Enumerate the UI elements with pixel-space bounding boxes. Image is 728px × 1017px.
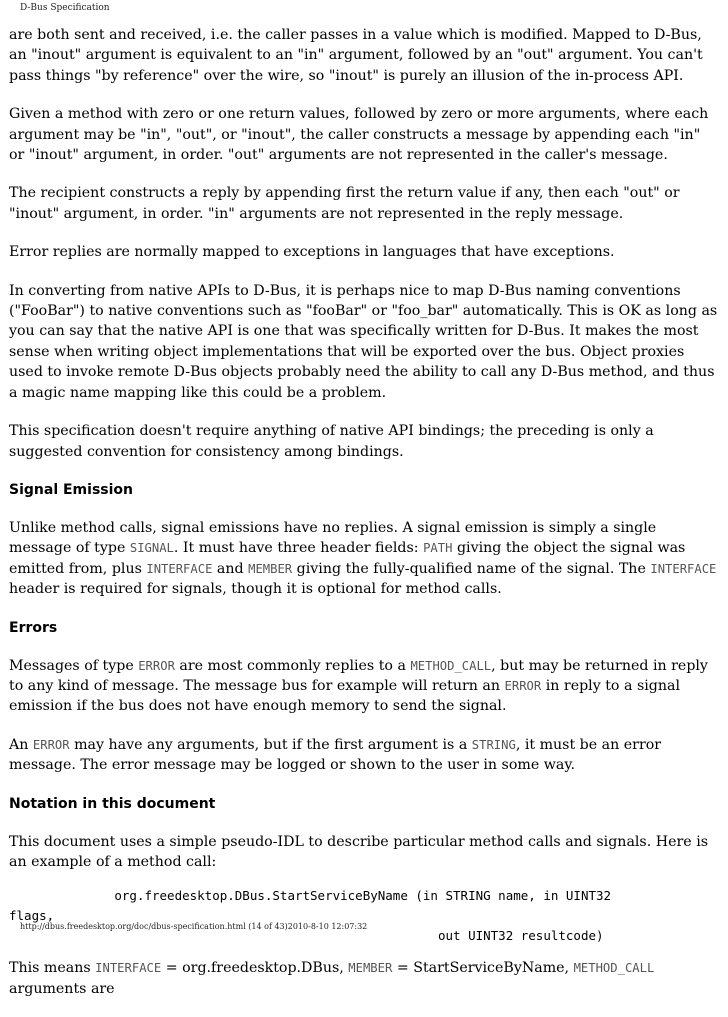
code-interface: INTERFACE — [95, 961, 162, 976]
code-error: ERROR — [138, 658, 175, 673]
code-interface: INTERFACE — [146, 561, 213, 576]
paragraph-notation-meaning: This means INTERFACE = org.freedesktop.DBus, MEMBER = StartServiceByName, METHOD_CALL arguments are — [9, 960, 655, 997]
code-signal: SIGNAL — [129, 541, 174, 556]
code-member: MEMBER — [248, 561, 293, 576]
paragraph-signal-emission: Unlike method calls, signal emissions have no replies. A signal emission is simply a single message of type SIGNAL. It must have three header fields: PATH giving the object the signal was emitted from, plus INTERFACE and MEMBER giving the fully-qualified name of the signal. The INTERFACE header is required for signals, though it is optional for method calls. — [9, 519, 717, 598]
paragraph-inout: are both sent and received, i.e. the caller passes in a value which is modified. Mapped to D-Bus, an "inout" argument is equivalent to an "in" argument, followed by an "out" argument. You can't pass things "by reference" over the wire, so "inout" is purely an illusion of the in-process API. — [9, 27, 703, 84]
code-example-method-call: org.freedesktop.DBus.StartServiceByName (in STRING name, in UINT32 flags, out UINT32 resultcode) — [9, 888, 612, 944]
heading-signal-emission: Signal Emission — [9, 481, 133, 498]
code-method-call: METHOD_CALL — [573, 961, 655, 976]
paragraph-error-arguments: An ERROR may have any arguments, but if the first argument is a STRING, it must be an error message. The error message may be logged or shown to the user in some way. — [9, 736, 662, 774]
paragraph-error-replies: Error replies are normally mapped to exceptions in languages that have exceptions. — [9, 244, 615, 261]
heading-errors: Errors — [9, 619, 58, 636]
code-path: PATH — [423, 541, 453, 556]
code-method-call: METHOD_CALL — [410, 658, 492, 673]
paragraph-reply-message: The recipient constructs a reply by appending first the return value if any, then each "out" or "inout" argument, in order. "in" arguments are not represented in the reply message. — [9, 185, 680, 222]
document-content — [9, 25, 719, 1017]
code-string: STRING — [471, 737, 516, 752]
code-error: ERROR — [32, 737, 70, 752]
paragraph-error-messages: Messages of type ERROR are most commonly replies to a METHOD_CALL, but may be returned in reply to any kind of message. The message bus for example will return an ERROR in reply to a signal emission if the bus does not have enough memory to send the signal. — [9, 657, 708, 715]
page-footer-url: http://dbus.freedesktop.org/doc/dbus-specification.html (14 of 43)2010-8-10 12:07:32 — [20, 922, 368, 931]
paragraph-caller-message: Given a method with zero or one return values, followed by zero or more arguments, where each argument may be "in", "out", or "inout", the caller constructs a message by appending each "in" or "inout" argument, in order. "out" arguments are not represented in the caller's message. — [9, 106, 709, 164]
code-error: ERROR — [504, 678, 542, 693]
paragraph-notation-intro: This document uses a simple pseudo-IDL to describe particular method calls and signals. Here is an example of a method call: — [9, 833, 709, 870]
page-header: D-Bus Specification — [20, 3, 110, 13]
code-interface: INTERFACE — [650, 561, 717, 576]
heading-notation: Notation in this document — [9, 795, 216, 812]
code-member: MEMBER — [348, 961, 393, 976]
paragraph-bindings: This specification doesn't require anything of native API bindings; the preceding is only a suggested convention for consistency among bindings. — [9, 423, 654, 460]
paragraph-naming-conventions: In converting from native APIs to D-Bus, it is perhaps nice to map D-Bus naming conventions ("FooBar") to native conventions such as "fooBar" or "foo_bar" automatically. This is OK as long as you can say that the native API is one that was specifically written for D-Bus. It makes the most sense when writing object implementations that will be exported over the bus. Object proxies used to invoke remote D-Bus objects probably need the ability to call any D-Bus method, and thus a magic name mapping like this could be a problem. — [9, 282, 718, 401]
